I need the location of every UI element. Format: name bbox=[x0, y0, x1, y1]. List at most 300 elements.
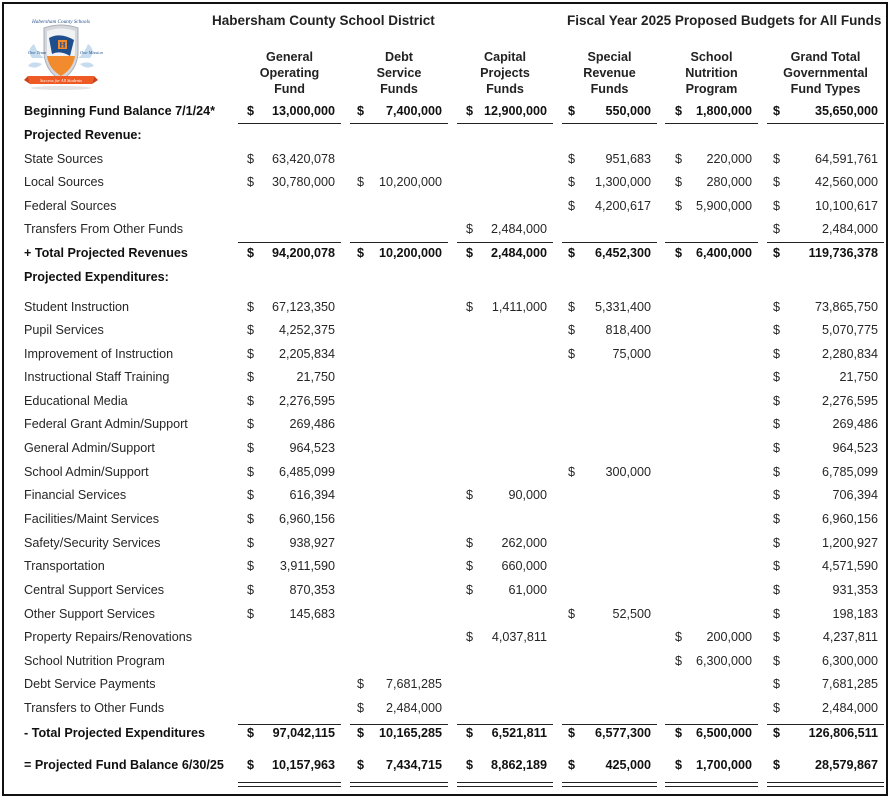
currency-symbol: $ bbox=[568, 104, 576, 118]
amount-cell bbox=[247, 343, 335, 365]
currency-symbol: $ bbox=[357, 246, 365, 260]
amount-value: 2,276,595 bbox=[821, 394, 878, 408]
amount-cell bbox=[568, 343, 651, 365]
amount-value: 64,591,761 bbox=[814, 152, 878, 166]
currency-symbol: $ bbox=[675, 152, 683, 166]
amount-value: 10,200,000 bbox=[378, 175, 442, 189]
currency-symbol: $ bbox=[466, 630, 474, 644]
amount-value: 1,300,000 bbox=[594, 175, 651, 189]
revenue-total-rule bbox=[665, 242, 758, 243]
currency-symbol: $ bbox=[773, 654, 781, 668]
amount-value: 7,434,715 bbox=[385, 758, 442, 772]
table-row bbox=[4, 579, 890, 601]
row-label: Financial Services bbox=[24, 488, 127, 502]
amount-cell bbox=[773, 508, 878, 530]
fund-balance-double-rule bbox=[238, 782, 341, 787]
amount-value: 61,000 bbox=[508, 583, 547, 597]
amount-value: 7,400,000 bbox=[385, 104, 442, 118]
table-row bbox=[4, 148, 890, 170]
currency-symbol: $ bbox=[773, 726, 781, 740]
row-label: Central Support Services bbox=[24, 583, 164, 597]
row-label: Beginning Fund Balance 7/1/24* bbox=[24, 104, 216, 118]
amount-cell bbox=[773, 343, 878, 365]
amount-value: 97,042,115 bbox=[272, 726, 335, 740]
currency-symbol: $ bbox=[466, 583, 474, 597]
amount-value: 4,571,590 bbox=[821, 559, 878, 573]
amount-cell bbox=[357, 697, 442, 719]
amount-value: 4,037,811 bbox=[491, 630, 547, 644]
amount-value: 269,486 bbox=[832, 417, 878, 431]
amount-value: 262,000 bbox=[501, 536, 547, 550]
row-label: School Nutrition Program bbox=[24, 654, 165, 668]
currency-symbol: $ bbox=[773, 104, 781, 118]
amount-cell bbox=[773, 195, 878, 217]
amount-value: 964,523 bbox=[832, 441, 878, 455]
fund-balance-double-rule bbox=[562, 782, 657, 787]
amount-value: 818,400 bbox=[605, 323, 651, 337]
amount-cell bbox=[773, 484, 878, 506]
amount-cell bbox=[247, 242, 335, 264]
column-header bbox=[238, 49, 341, 97]
amount-cell bbox=[247, 461, 335, 483]
amount-value: 119,736,378 bbox=[808, 246, 878, 260]
column-header-line: Projects bbox=[480, 66, 530, 80]
amount-cell bbox=[773, 722, 878, 744]
amount-value: 12,900,000 bbox=[483, 104, 547, 118]
currency-symbol: $ bbox=[247, 152, 255, 166]
table-row bbox=[4, 124, 890, 146]
column-header bbox=[767, 49, 884, 97]
table-row bbox=[4, 171, 890, 193]
logo-left-text: One Team bbox=[28, 50, 47, 55]
currency-symbol: $ bbox=[466, 222, 474, 236]
table-row bbox=[4, 195, 890, 217]
currency-symbol: $ bbox=[773, 583, 781, 597]
expenditure-total-rule bbox=[457, 724, 553, 725]
currency-symbol: $ bbox=[466, 488, 474, 502]
currency-symbol: $ bbox=[466, 726, 474, 740]
currency-symbol: $ bbox=[773, 559, 781, 573]
amount-cell bbox=[568, 754, 651, 776]
amount-value: 6,785,099 bbox=[821, 465, 878, 479]
amount-value: 6,577,300 bbox=[594, 726, 651, 740]
amount-value: 4,237,811 bbox=[822, 630, 878, 644]
amount-cell bbox=[357, 754, 442, 776]
table-row bbox=[4, 437, 890, 459]
amount-cell bbox=[466, 532, 547, 554]
expenditure-total-rule bbox=[665, 724, 758, 725]
amount-value: 2,276,595 bbox=[278, 394, 335, 408]
currency-symbol: $ bbox=[357, 677, 365, 691]
amount-value: 6,400,000 bbox=[695, 246, 752, 260]
revenue-total-rule bbox=[350, 242, 448, 243]
table-row bbox=[4, 697, 890, 719]
amount-cell bbox=[466, 555, 547, 577]
amount-cell bbox=[773, 148, 878, 170]
amount-cell bbox=[773, 673, 878, 695]
amount-cell bbox=[357, 171, 442, 193]
currency-symbol: $ bbox=[568, 347, 576, 361]
currency-symbol: $ bbox=[773, 677, 781, 691]
currency-symbol: $ bbox=[247, 512, 255, 526]
amount-cell bbox=[773, 100, 878, 122]
table-row bbox=[4, 461, 890, 483]
amount-cell bbox=[247, 754, 335, 776]
expenditure-total-rule bbox=[350, 724, 448, 725]
column-header-line: Grand Total bbox=[790, 50, 861, 64]
column-header-line: Capital bbox=[484, 50, 526, 64]
currency-symbol: $ bbox=[675, 758, 683, 772]
amount-cell bbox=[773, 650, 878, 672]
column-header-line: Funds bbox=[590, 82, 629, 96]
currency-symbol: $ bbox=[247, 104, 255, 118]
amount-value: 220,000 bbox=[706, 152, 752, 166]
amount-value: 7,681,285 bbox=[821, 677, 878, 691]
currency-symbol: $ bbox=[247, 370, 255, 384]
amount-cell bbox=[466, 100, 547, 122]
amount-cell bbox=[247, 508, 335, 530]
logo-title-text: Habersham County Schools bbox=[32, 19, 90, 25]
amount-cell bbox=[773, 437, 878, 459]
row-label: Educational Media bbox=[24, 394, 128, 408]
amount-value: 90,000 bbox=[508, 488, 547, 502]
amount-value: 4,252,375 bbox=[278, 323, 335, 337]
amount-value: 8,862,189 bbox=[490, 758, 547, 772]
amount-cell bbox=[773, 626, 878, 648]
amount-cell bbox=[247, 532, 335, 554]
amount-cell bbox=[773, 697, 878, 719]
amount-value: 42,560,000 bbox=[814, 175, 878, 189]
amount-value: 6,452,300 bbox=[594, 246, 651, 260]
amount-value: 425,000 bbox=[605, 758, 651, 772]
revenue-total-rule bbox=[767, 242, 884, 243]
row-label: Pupil Services bbox=[24, 323, 104, 337]
currency-symbol: $ bbox=[675, 246, 683, 260]
amount-value: 10,157,963 bbox=[271, 758, 335, 772]
currency-symbol: $ bbox=[773, 370, 781, 384]
amount-cell bbox=[773, 461, 878, 483]
table-row bbox=[4, 218, 890, 240]
revenue-total-rule bbox=[457, 242, 553, 243]
amount-value: 10,100,617 bbox=[814, 199, 878, 213]
amount-value: 94,200,078 bbox=[271, 246, 335, 260]
amount-cell bbox=[466, 579, 547, 601]
table-row bbox=[4, 319, 890, 341]
amount-cell bbox=[773, 555, 878, 577]
amount-value: 4,200,617 bbox=[594, 199, 651, 213]
row-label: Facilities/Maint Services bbox=[24, 512, 160, 526]
currency-symbol: $ bbox=[357, 726, 365, 740]
column-header-line: Nutrition bbox=[685, 66, 738, 80]
amount-cell bbox=[568, 171, 651, 193]
currency-symbol: $ bbox=[247, 441, 255, 455]
currency-symbol: $ bbox=[568, 607, 576, 621]
amount-cell bbox=[568, 603, 651, 625]
row-label: Transfers to Other Funds bbox=[24, 701, 165, 715]
beginning-balance-underline bbox=[562, 123, 657, 124]
currency-symbol: $ bbox=[773, 394, 781, 408]
currency-symbol: $ bbox=[568, 726, 576, 740]
amount-cell bbox=[247, 413, 335, 435]
table-row bbox=[4, 532, 890, 554]
amount-value: 1,800,000 bbox=[695, 104, 752, 118]
amount-value: 870,353 bbox=[289, 583, 335, 597]
amount-cell bbox=[357, 722, 442, 744]
amount-cell bbox=[773, 603, 878, 625]
table-row bbox=[4, 508, 890, 530]
currency-symbol: $ bbox=[466, 758, 474, 772]
currency-symbol: $ bbox=[675, 199, 683, 213]
table-row bbox=[4, 555, 890, 577]
beginning-balance-underline bbox=[665, 123, 758, 124]
amount-value: 2,484,000 bbox=[490, 246, 547, 260]
amount-value: 13,000,000 bbox=[271, 104, 335, 118]
amount-value: 616,394 bbox=[289, 488, 335, 502]
currency-symbol: $ bbox=[773, 152, 781, 166]
amount-value: 2,484,000 bbox=[821, 222, 878, 236]
currency-symbol: $ bbox=[773, 488, 781, 502]
amount-cell bbox=[675, 148, 752, 170]
amount-cell bbox=[568, 148, 651, 170]
currency-symbol: $ bbox=[568, 152, 576, 166]
amount-value: 5,900,000 bbox=[695, 199, 752, 213]
amount-value: 6,485,099 bbox=[278, 465, 335, 479]
amount-cell bbox=[568, 319, 651, 341]
amount-cell bbox=[675, 722, 752, 744]
row-label: Instructional Staff Training bbox=[24, 370, 170, 384]
beginning-balance-underline bbox=[238, 123, 341, 124]
amount-cell bbox=[773, 296, 878, 318]
currency-symbol: $ bbox=[247, 175, 255, 189]
amount-cell bbox=[675, 242, 752, 264]
table-row bbox=[4, 484, 890, 506]
amount-value: 280,000 bbox=[706, 175, 752, 189]
amount-value: 964,523 bbox=[289, 441, 335, 455]
column-header-line: School bbox=[690, 50, 733, 64]
currency-symbol: $ bbox=[773, 607, 781, 621]
amount-cell bbox=[357, 100, 442, 122]
currency-symbol: $ bbox=[247, 726, 255, 740]
amount-cell bbox=[247, 555, 335, 577]
amount-value: 28,579,867 bbox=[814, 758, 878, 772]
currency-symbol: $ bbox=[357, 758, 365, 772]
amount-value: 3,911,590 bbox=[279, 559, 335, 573]
table-row bbox=[4, 296, 890, 318]
amount-value: 63,420,078 bbox=[271, 152, 335, 166]
row-label: State Sources bbox=[24, 152, 104, 166]
amount-cell bbox=[247, 100, 335, 122]
row-label: Debt Service Payments bbox=[24, 677, 156, 691]
logo-banner-text: Success for All Students bbox=[40, 78, 82, 83]
amount-cell bbox=[466, 722, 547, 744]
row-label: Local Sources bbox=[24, 175, 104, 189]
fund-balance-double-rule bbox=[457, 782, 553, 787]
row-label: Projected Expenditures: bbox=[24, 270, 169, 284]
table-row bbox=[4, 603, 890, 625]
column-header-line: Governmental bbox=[783, 66, 868, 80]
row-label: School Admin/Support bbox=[24, 465, 149, 479]
currency-symbol: $ bbox=[357, 104, 365, 118]
amount-cell bbox=[675, 100, 752, 122]
amount-value: 67,123,350 bbox=[271, 300, 335, 314]
amount-cell bbox=[675, 626, 752, 648]
currency-symbol: $ bbox=[247, 536, 255, 550]
currency-symbol: $ bbox=[568, 300, 576, 314]
amount-cell bbox=[247, 579, 335, 601]
amount-cell bbox=[568, 722, 651, 744]
amount-value: 938,927 bbox=[289, 536, 335, 550]
amount-cell bbox=[357, 673, 442, 695]
amount-value: 6,960,156 bbox=[278, 512, 335, 526]
table-row bbox=[4, 390, 890, 412]
amount-cell bbox=[247, 390, 335, 412]
expenditure-total-rule bbox=[767, 724, 884, 725]
beginning-balance-underline bbox=[767, 123, 884, 124]
amount-value: 951,683 bbox=[605, 152, 651, 166]
table-row bbox=[4, 266, 890, 288]
currency-symbol: $ bbox=[568, 175, 576, 189]
row-label: Improvement of Instruction bbox=[24, 347, 174, 361]
currency-symbol: $ bbox=[568, 199, 576, 213]
budget-document bbox=[2, 2, 888, 796]
currency-symbol: $ bbox=[773, 630, 781, 644]
table-row bbox=[4, 673, 890, 695]
amount-cell bbox=[773, 390, 878, 412]
amount-value: 75,000 bbox=[612, 347, 651, 361]
amount-value: 2,205,834 bbox=[278, 347, 335, 361]
amount-value: 10,200,000 bbox=[378, 246, 442, 260]
table-row bbox=[4, 242, 890, 264]
amount-cell bbox=[773, 366, 878, 388]
row-label: Federal Sources bbox=[24, 199, 117, 213]
row-label: Other Support Services bbox=[24, 607, 155, 621]
row-label: Safety/Security Services bbox=[24, 536, 161, 550]
amount-cell bbox=[247, 437, 335, 459]
column-header-line: Operating bbox=[259, 66, 320, 80]
amount-cell bbox=[247, 296, 335, 318]
currency-symbol: $ bbox=[568, 246, 576, 260]
amount-cell bbox=[466, 484, 547, 506]
beginning-balance-underline bbox=[457, 123, 553, 124]
amount-cell bbox=[568, 195, 651, 217]
amount-cell bbox=[466, 626, 547, 648]
amount-value: 1,200,927 bbox=[821, 536, 878, 550]
currency-symbol: $ bbox=[357, 701, 365, 715]
currency-symbol: $ bbox=[466, 246, 474, 260]
currency-symbol: $ bbox=[773, 536, 781, 550]
currency-symbol: $ bbox=[568, 758, 576, 772]
column-header-line: Program bbox=[685, 82, 738, 96]
currency-symbol: $ bbox=[773, 417, 781, 431]
amount-value: 73,865,750 bbox=[814, 300, 878, 314]
row-label: General Admin/Support bbox=[24, 441, 155, 455]
currency-symbol: $ bbox=[675, 726, 683, 740]
column-header bbox=[562, 49, 657, 97]
amount-cell bbox=[357, 242, 442, 264]
currency-symbol: $ bbox=[675, 104, 683, 118]
column-header-line: Service bbox=[376, 66, 422, 80]
currency-symbol: $ bbox=[773, 246, 781, 260]
amount-value: 6,300,000 bbox=[821, 654, 878, 668]
amount-cell bbox=[247, 148, 335, 170]
row-label: = Projected Fund Balance 6/30/25 bbox=[24, 758, 224, 772]
amount-cell bbox=[773, 319, 878, 341]
district-title: Habersham County School District bbox=[212, 13, 435, 28]
row-label: Property Repairs/Renovations bbox=[24, 630, 192, 644]
column-header-line: Funds bbox=[380, 82, 418, 96]
table-row bbox=[4, 343, 890, 365]
row-label: - Total Projected Expenditures bbox=[24, 726, 206, 740]
amount-value: 706,394 bbox=[832, 488, 878, 502]
column-header-line: General bbox=[266, 50, 313, 64]
currency-symbol: $ bbox=[247, 246, 255, 260]
currency-symbol: $ bbox=[247, 417, 255, 431]
beginning-balance-underline bbox=[350, 123, 448, 124]
amount-value: 21,750 bbox=[296, 370, 335, 384]
column-header bbox=[350, 49, 448, 97]
amount-value: 200,000 bbox=[706, 630, 752, 644]
currency-symbol: $ bbox=[675, 175, 683, 189]
amount-cell bbox=[247, 366, 335, 388]
currency-symbol: $ bbox=[247, 488, 255, 502]
budget-title: Fiscal Year 2025 Proposed Budgets for All Funds bbox=[567, 13, 882, 28]
amount-cell bbox=[466, 242, 547, 264]
fund-balance-double-rule bbox=[665, 782, 758, 787]
amount-cell bbox=[675, 195, 752, 217]
amount-cell bbox=[247, 603, 335, 625]
column-header bbox=[665, 49, 758, 97]
amount-cell bbox=[247, 171, 335, 193]
currency-symbol: $ bbox=[247, 323, 255, 337]
amount-cell bbox=[247, 484, 335, 506]
column-header-line: Fund bbox=[274, 82, 305, 96]
amount-value: 52,500 bbox=[612, 607, 651, 621]
amount-value: 1,411,000 bbox=[491, 300, 547, 314]
table-row bbox=[4, 754, 890, 776]
amount-value: 21,750 bbox=[839, 370, 878, 384]
logo-right-text: One Mission bbox=[80, 50, 103, 55]
amount-cell bbox=[247, 722, 335, 744]
currency-symbol: $ bbox=[466, 300, 474, 314]
amount-value: 10,165,285 bbox=[378, 726, 442, 740]
amount-value: 660,000 bbox=[501, 559, 547, 573]
amount-value: 198,183 bbox=[832, 607, 878, 621]
table-row bbox=[4, 366, 890, 388]
currency-symbol: $ bbox=[466, 104, 474, 118]
table-row bbox=[4, 626, 890, 648]
row-label: + Total Projected Revenues bbox=[24, 246, 188, 260]
amount-cell bbox=[675, 754, 752, 776]
amount-value: 126,806,511 bbox=[808, 726, 878, 740]
revenue-total-rule bbox=[238, 242, 341, 243]
column-header-line: Debt bbox=[385, 50, 413, 64]
currency-symbol: $ bbox=[773, 512, 781, 526]
row-label: Transportation bbox=[24, 559, 105, 573]
expenditure-total-rule bbox=[562, 724, 657, 725]
amount-value: 7,681,285 bbox=[385, 677, 442, 691]
currency-symbol: $ bbox=[773, 323, 781, 337]
column-header-line: Funds bbox=[486, 82, 524, 96]
amount-value: 931,353 bbox=[832, 583, 878, 597]
amount-cell bbox=[773, 242, 878, 264]
currency-symbol: $ bbox=[773, 199, 781, 213]
currency-symbol: $ bbox=[466, 536, 474, 550]
district-logo bbox=[18, 14, 104, 94]
currency-symbol: $ bbox=[466, 559, 474, 573]
currency-symbol: $ bbox=[247, 394, 255, 408]
column-header-line: Fund Types bbox=[790, 82, 861, 96]
amount-value: 6,960,156 bbox=[821, 512, 878, 526]
